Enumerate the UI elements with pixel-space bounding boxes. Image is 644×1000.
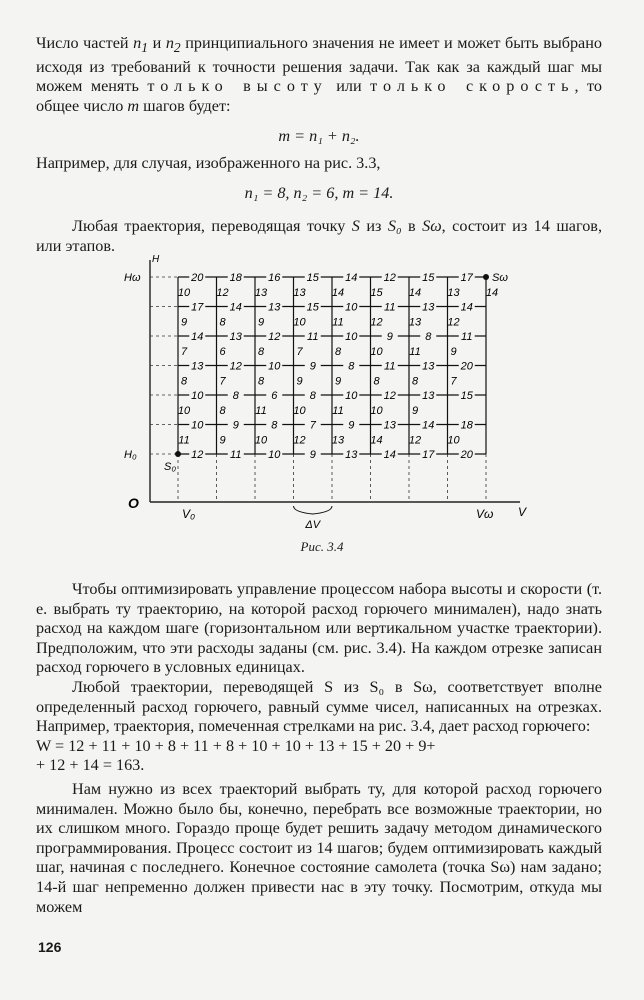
segment-cost-horizontal: 13 bbox=[383, 419, 396, 432]
spaced-text: только высоту bbox=[147, 77, 328, 96]
segment-cost-vertical: 10 bbox=[370, 404, 383, 417]
segment-cost-vertical: 13 bbox=[331, 434, 345, 447]
var-Sw: Sω bbox=[422, 217, 442, 236]
segment-cost-horizontal: 14 bbox=[345, 272, 358, 284]
segment-cost-horizontal: 11 bbox=[384, 360, 396, 373]
segment-cost-vertical: 11 bbox=[255, 404, 267, 417]
segment-cost-horizontal: 16 bbox=[268, 272, 281, 284]
segment-cost-horizontal: 13 bbox=[191, 360, 204, 373]
paragraph-5: Любой траектории, переводящей S из S₀ в Sω, соответствует вполне определенный расход горючего, равный сумме чисел, написанных на отрезках. Например, траектория, помеченная стрелками на рис. 3.4, дает расход горючего: bbox=[36, 677, 602, 736]
label-delta-v: ΔV bbox=[305, 519, 321, 531]
segment-cost-vertical: 8 bbox=[257, 375, 265, 388]
segment-cost-horizontal: 14 bbox=[229, 301, 242, 314]
segment-cost-horizontal: 18 bbox=[229, 272, 242, 284]
segment-cost-horizontal: 13 bbox=[422, 301, 435, 314]
segment-cost-horizontal: 9 bbox=[232, 419, 239, 432]
segment-cost-horizontal: 9 bbox=[309, 449, 316, 461]
segment-cost-horizontal: 13 bbox=[268, 301, 281, 314]
segment-cost-vertical: 14 bbox=[408, 286, 422, 299]
segment-cost-horizontal: 12 bbox=[383, 390, 396, 402]
segment-cost-horizontal: 9 bbox=[348, 419, 355, 432]
segment-cost-vertical: 13 bbox=[293, 286, 306, 299]
segment-cost-vertical: 12 bbox=[447, 316, 460, 329]
segment-cost-vertical: 11 bbox=[332, 404, 344, 417]
segment-cost-horizontal: 14 bbox=[191, 331, 204, 343]
segment-cost-horizontal: 12 bbox=[191, 449, 204, 461]
formula-w-line-1: W = 12 + 11 + 10 + 8 + 11 + 8 + 10 + 10 + 13 + 15 + 20 + 9+ bbox=[36, 736, 436, 755]
text-run: , то общее число bbox=[36, 77, 602, 116]
paragraph-6: Нам нужно из всех траекторий выбрать ту, для которой расход горючего минимален. Можно было бы, конечно, перебрать все возможные траектории, но их слишком много. Гораздо проще будет решить задачу методом динамического программирования. Процесс состоит из 14 шагов; будем оптимизировать каждый шаг, начиная с последнего. Конечное состояние самолета (точка Sω) нам задано; 14-й шаг непременно должен привести нас в эту точку. Посмотрим, откуда мы можем bbox=[36, 779, 602, 916]
figure-caption: Рис. 3.4 bbox=[300, 539, 344, 554]
segment-cost-horizontal: 10 bbox=[191, 419, 204, 432]
segment-cost-vertical: 8 bbox=[219, 316, 226, 329]
segment-cost-vertical: 8 bbox=[219, 404, 226, 417]
segment-cost-horizontal: 13 bbox=[422, 390, 435, 402]
segment-cost-horizontal: 15 bbox=[306, 301, 319, 314]
segment-cost-vertical: 9 bbox=[296, 375, 303, 388]
figure-3-4 bbox=[120, 252, 530, 562]
paragraph-4: Чтобы оптимизировать управление процессом набора высоты и скорости (т. е. выбрать ту траекторию, на которой расход горючего минимален), надо знать расход на каждом шаге (горизонтальном или вертикальном участке траектории). Предположим, что эти расходы заданы (см. рис. 3.4). На каждом отрезке записан расход горючего в условных единицах. bbox=[36, 580, 602, 677]
segment-cost-horizontal: 12 bbox=[268, 331, 281, 343]
label-sw: Sω bbox=[492, 272, 508, 284]
text-run: Число частей bbox=[36, 34, 134, 52]
segment-cost-vertical: 8 bbox=[373, 375, 380, 388]
text-run: Любая траектория, переводящая точку bbox=[72, 217, 352, 236]
segment-cost-horizontal: 10 bbox=[268, 360, 281, 373]
page-top-text bbox=[36, 34, 602, 257]
segment-cost-vertical: 10 bbox=[447, 434, 460, 447]
segment-cost-horizontal: 10 bbox=[345, 331, 358, 343]
segment-cost-horizontal: 8 bbox=[309, 390, 316, 402]
paragraph-2: Например, для случая, изображенного на рис. 3.3, bbox=[36, 154, 381, 173]
trajectory-grid-figure bbox=[120, 252, 530, 542]
segment-cost-horizontal: 11 bbox=[307, 331, 319, 343]
text-run: принципиального значения не имеет и может быть выбрано исходя из требований к точности решения задачи. Так как за каждый шаг мы можем менять bbox=[36, 34, 602, 96]
segment-cost-vertical: 14 bbox=[485, 286, 499, 299]
segment-cost-horizontal: 14 bbox=[422, 419, 435, 432]
segment-cost-vertical: 9 bbox=[180, 316, 188, 329]
segment-cost-horizontal: 20 bbox=[191, 272, 204, 284]
segment-cost-vertical: 7 bbox=[180, 345, 188, 358]
segment-cost-vertical: 12 bbox=[370, 316, 383, 329]
segment-cost-vertical: 14 bbox=[370, 434, 383, 447]
segment-cost-vertical: 9 bbox=[257, 316, 265, 329]
segment-cost-horizontal: 10 bbox=[191, 390, 204, 402]
equation-1: m = n₁ + n₂. bbox=[278, 126, 360, 145]
segment-cost-horizontal: 10 bbox=[345, 301, 358, 314]
segment-cost-vertical: 10 bbox=[177, 286, 191, 299]
segment-cost-horizontal: 11 bbox=[384, 301, 396, 314]
spaced-text: только скорость bbox=[370, 77, 575, 96]
segment-cost-vertical: 7 bbox=[219, 375, 226, 388]
segment-cost-horizontal: 13 bbox=[422, 360, 435, 373]
segment-cost-vertical: 12 bbox=[216, 286, 229, 299]
sub-2: 2 bbox=[173, 40, 181, 56]
segment-cost-vertical: 8 bbox=[334, 345, 342, 358]
segment-cost-horizontal: 14 bbox=[460, 301, 473, 314]
segment-cost-horizontal: 18 bbox=[460, 419, 473, 432]
segment-cost-vertical: 11 bbox=[409, 345, 421, 358]
segment-cost-vertical: 10 bbox=[370, 345, 383, 358]
segment-cost-horizontal: 8 bbox=[271, 419, 278, 432]
segment-cost-horizontal: 17 bbox=[422, 449, 435, 461]
var-n2: n bbox=[165, 34, 174, 52]
segment-cost-vertical: 8 bbox=[411, 375, 419, 388]
segment-cost-horizontal: 10 bbox=[345, 390, 358, 402]
point-s0 bbox=[175, 451, 181, 457]
segment-cost-vertical: 6 bbox=[219, 345, 226, 358]
paragraph-3 bbox=[36, 217, 602, 256]
segment-cost-vertical: 13 bbox=[408, 316, 422, 329]
segment-cost-horizontal: 8 bbox=[348, 360, 355, 373]
segment-cost-vertical: 12 bbox=[293, 434, 306, 447]
segment-cost-vertical: 8 bbox=[257, 345, 265, 358]
segment-cost-vertical: 7 bbox=[296, 345, 303, 358]
text-run: , состоит из 14 шагов, или этапов. bbox=[36, 217, 602, 255]
segment-cost-vertical: 10 bbox=[293, 316, 306, 329]
segment-cost-horizontal: 17 bbox=[460, 272, 473, 284]
axis-label-v: V bbox=[518, 505, 527, 519]
axis-label-h0: H₀ bbox=[124, 449, 137, 461]
segment-cost-horizontal: 11 bbox=[230, 449, 242, 461]
segment-cost-horizontal: 15 bbox=[306, 272, 319, 284]
var-m: m bbox=[127, 97, 140, 116]
segment-cost-horizontal: 11 bbox=[461, 331, 473, 343]
axis-label-origin: O bbox=[128, 495, 139, 511]
page-number: 126 bbox=[38, 939, 62, 955]
segment-cost-horizontal: 13 bbox=[229, 331, 242, 343]
segment-cost-vertical: 10 bbox=[177, 404, 191, 417]
var-n1: n bbox=[133, 34, 142, 52]
axis-label-h: H bbox=[152, 254, 160, 265]
point-sw bbox=[483, 274, 489, 280]
var-S: S bbox=[351, 217, 360, 236]
segment-cost-horizontal: 12 bbox=[383, 272, 396, 284]
page-bottom-text bbox=[36, 580, 602, 917]
label-v0: V₀ bbox=[182, 507, 196, 521]
segment-cost-vertical: 8 bbox=[180, 375, 188, 388]
sub-1: 1 bbox=[141, 40, 148, 56]
segment-cost-vertical: 11 bbox=[332, 316, 344, 329]
text-run: и bbox=[147, 34, 166, 52]
segment-cost-horizontal: 8 bbox=[425, 331, 432, 343]
delta-v-bracket bbox=[294, 506, 333, 514]
segment-cost-horizontal: 9 bbox=[309, 360, 316, 373]
segment-cost-horizontal: 6 bbox=[271, 390, 278, 402]
axis-label-hw: Hω bbox=[124, 272, 141, 284]
segment-cost-horizontal: 14 bbox=[383, 449, 396, 461]
segment-cost-vertical: 13 bbox=[254, 286, 268, 299]
equation-2: n₁ = 8, n₂ = 6, m = 14. bbox=[244, 183, 394, 202]
segment-cost-vertical: 12 bbox=[408, 434, 422, 447]
segment-cost-vertical: 10 bbox=[254, 434, 268, 447]
segment-cost-vertical: 10 bbox=[293, 404, 306, 417]
segment-cost-horizontal: 13 bbox=[345, 449, 358, 461]
segment-cost-horizontal: 12 bbox=[229, 360, 242, 373]
segment-cost-horizontal: 17 bbox=[191, 301, 204, 314]
segment-cost-horizontal: 8 bbox=[232, 390, 239, 402]
segment-cost-horizontal: 7 bbox=[309, 419, 316, 432]
label-vw: Vω bbox=[476, 507, 494, 521]
paragraph-1 bbox=[36, 34, 602, 117]
text-run: из bbox=[359, 217, 388, 236]
segment-cost-vertical: 9 bbox=[334, 375, 342, 388]
label-s0: S₀ bbox=[164, 461, 176, 473]
segment-cost-vertical: 15 bbox=[370, 286, 383, 299]
var-S0: S₀ bbox=[387, 217, 402, 236]
segment-cost-vertical: 13 bbox=[447, 286, 460, 299]
segment-cost-horizontal: 20 bbox=[460, 449, 473, 461]
segment-cost-horizontal: 10 bbox=[268, 449, 281, 461]
segment-cost-vertical: 9 bbox=[411, 404, 419, 417]
segment-cost-vertical: 14 bbox=[331, 286, 345, 299]
formula-w-line-2: + 12 + 14 = 163. bbox=[36, 756, 145, 775]
segment-cost-horizontal: 20 bbox=[460, 360, 473, 373]
text-run: или bbox=[327, 77, 371, 96]
segment-cost-horizontal: 15 bbox=[460, 390, 473, 402]
segment-cost-vertical: 11 bbox=[178, 434, 190, 447]
segment-cost-horizontal: 9 bbox=[386, 331, 393, 343]
segment-cost-vertical: 9 bbox=[450, 345, 457, 358]
segment-cost-vertical: 7 bbox=[450, 375, 457, 388]
text-run: шагов будет: bbox=[139, 97, 231, 116]
segment-cost-vertical: 9 bbox=[219, 434, 226, 447]
text-run: в bbox=[401, 217, 423, 236]
segment-cost-horizontal: 15 bbox=[422, 272, 435, 284]
